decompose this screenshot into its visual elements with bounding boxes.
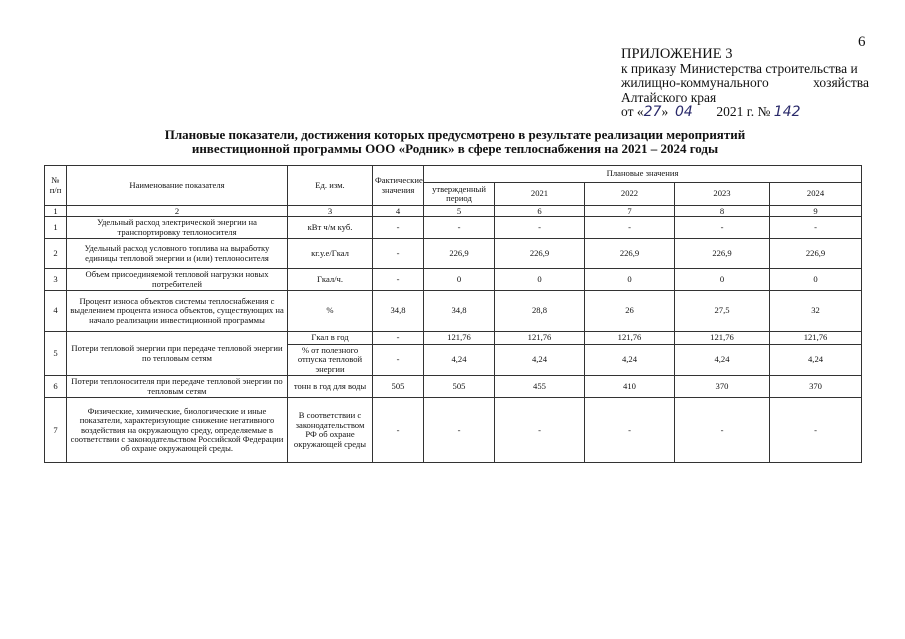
row-value-2021: 4,24 — [495, 345, 585, 376]
row-value-2021: 226,9 — [495, 239, 585, 269]
date-day-handwritten: 27 — [643, 104, 662, 120]
row-value-2022: 226,9 — [585, 239, 675, 269]
row-actual: - — [373, 332, 424, 345]
order-number-handwritten: 142 — [773, 104, 801, 120]
row-actual: - — [373, 269, 424, 291]
row-unit: тонн в год для воды — [288, 376, 373, 398]
page-number: 6 — [858, 34, 866, 50]
row-name: Удельный расход электрической энергии на транспортировку теплоносителя — [67, 217, 288, 239]
row-num: 5 — [45, 332, 67, 376]
table-row — [45, 217, 862, 239]
col-num-2: 2 — [67, 206, 288, 217]
col-num-7: 7 — [585, 206, 675, 217]
appendix-block — [621, 47, 869, 120]
row-name: Объем присоединяемой тепловой нагрузки новых потребителей — [67, 269, 288, 291]
row-value-2024: 370 — [770, 376, 862, 398]
row-num: 1 — [45, 217, 67, 239]
date-prefix: от « — [621, 104, 644, 119]
row-value-2024: - — [770, 217, 862, 239]
row-actual: - — [373, 398, 424, 463]
row-unit: кг.у.е/Гкал — [288, 239, 373, 269]
row-value-2022: 410 — [585, 376, 675, 398]
col-num-4: 4 — [373, 206, 424, 217]
table-row — [45, 398, 862, 463]
row-approved: 226,9 — [424, 239, 495, 269]
row-unit: Гкал в год — [288, 332, 373, 345]
col-num-8: 8 — [675, 206, 770, 217]
row-approved: 34,8 — [424, 291, 495, 332]
row-actual: - — [373, 217, 424, 239]
row-num: 7 — [45, 398, 67, 463]
col-num-5: 5 — [424, 206, 495, 217]
appendix-line-3 — [621, 76, 869, 91]
row-num: 6 — [45, 376, 67, 398]
appendix-line-2: к приказу Министерства строительства и — [621, 60, 858, 76]
header-actual: Фактические значения — [373, 166, 424, 206]
row-value-2022: 26 — [585, 291, 675, 332]
date-mid: » — [661, 104, 669, 119]
appendix-line-3-left: жилищно-коммунального — [621, 75, 769, 90]
row-value-2021: 455 — [495, 376, 585, 398]
row-name: Удельный расход условного топлива на выработку единицы тепловой энергии и (или) теплоносителя — [67, 239, 288, 269]
row-actual: 505 — [373, 376, 424, 398]
row-value-2023: 370 — [675, 376, 770, 398]
row-name: Потери тепловой энергии при передаче тепловой энергии по тепловым сетям — [67, 332, 288, 376]
row-value-2022: 121,76 — [585, 332, 675, 345]
row-value-2021: - — [495, 217, 585, 239]
row-value-2024: 32 — [770, 291, 862, 332]
row-value-2023: 121,76 — [675, 332, 770, 345]
row-value-2022: - — [585, 217, 675, 239]
table-row — [45, 239, 862, 269]
row-num: 4 — [45, 291, 67, 332]
appendix-date-line — [621, 105, 869, 120]
header-year-2021: 2021 — [495, 183, 585, 206]
row-approved: 4,24 — [424, 345, 495, 376]
row-unit: Гкал/ч. — [288, 269, 373, 291]
header-year-2023: 2023 — [675, 183, 770, 206]
indicators-table — [44, 165, 862, 463]
row-value-2023: - — [675, 398, 770, 463]
row-value-2023: - — [675, 217, 770, 239]
row-value-2023: 27,5 — [675, 291, 770, 332]
date-year: 2021 г. № — [716, 104, 771, 119]
col-num-1: 1 — [45, 206, 67, 217]
title-line-1: Плановые показатели, достижения которых предусмотрено в результате реализации мероприятий — [164, 127, 746, 142]
row-value-2022: - — [585, 398, 675, 463]
row-approved: 0 — [424, 269, 495, 291]
col-num-3: 3 — [288, 206, 373, 217]
table-row — [45, 269, 862, 291]
document-title — [120, 128, 790, 156]
row-value-2021: 121,76 — [495, 332, 585, 345]
row-value-2021: - — [495, 398, 585, 463]
column-numbers-row — [45, 206, 862, 217]
row-value-2022: 0 — [585, 269, 675, 291]
col-num-9: 9 — [770, 206, 862, 217]
row-value-2024: 0 — [770, 269, 862, 291]
row-name: Потери теплоносителя при передаче тепловой энергии по тепловым сетям — [67, 376, 288, 398]
header-year-2024: 2024 — [770, 183, 862, 206]
row-value-2021: 0 — [495, 269, 585, 291]
header-num: № п/п — [45, 166, 67, 206]
row-name: Физические, химические, биологические и иные показатели, характеризующие снижение негативного воздействия на окружающую среду, определяемые в соответствии с законодательством Российской Федерации об охране окружающей среды. — [67, 398, 288, 463]
row-value-2023: 4,24 — [675, 345, 770, 376]
header-approved: утвержденный период — [424, 183, 495, 206]
appendix-title: ПРИЛОЖЕНИЕ 3 — [621, 46, 733, 62]
table-row — [45, 291, 862, 332]
row-value-2024: 4,24 — [770, 345, 862, 376]
row-unit: % — [288, 291, 373, 332]
row-approved: - — [424, 398, 495, 463]
header-row-1 — [45, 166, 862, 183]
row-actual: - — [373, 345, 424, 376]
row-name: Процент износа объектов системы теплоснабжения с выделением процента износа объектов, существующих на начало реализации инвестиционной программы — [67, 291, 288, 332]
row-actual: 34,8 — [373, 291, 424, 332]
row-unit: В соответствии с законодательством РФ об охране окружающей среды — [288, 398, 373, 463]
row-value-2024: - — [770, 398, 862, 463]
row-unit: % от полезного отпуска тепловой энергии — [288, 345, 373, 376]
title-line-2: инвестиционной программы ООО «Родник» в сфере теплоснабжения на 2021 – 2024 годы — [191, 141, 719, 156]
row-unit: кВт ч/м куб. — [288, 217, 373, 239]
row-approved: 121,76 — [424, 332, 495, 345]
row-approved: 505 — [424, 376, 495, 398]
row-value-2024: 226,9 — [770, 239, 862, 269]
row-value-2021: 28,8 — [495, 291, 585, 332]
appendix-line-3-right: хозяйства — [813, 75, 869, 90]
header-name: Наименование показателя — [67, 166, 288, 206]
header-planned: Плановые значения — [424, 166, 862, 183]
row-num: 3 — [45, 269, 67, 291]
row-actual: - — [373, 239, 424, 269]
row-value-2023: 0 — [675, 269, 770, 291]
row-num: 2 — [45, 239, 67, 269]
col-num-6: 6 — [495, 206, 585, 217]
table-row — [45, 332, 862, 345]
row-value-2024: 121,76 — [770, 332, 862, 345]
date-month-handwritten: 04 — [674, 104, 693, 120]
appendix-line-4: Алтайского края — [621, 89, 717, 105]
row-value-2023: 226,9 — [675, 239, 770, 269]
header-unit: Ед. изм. — [288, 166, 373, 206]
table-row — [45, 376, 862, 398]
row-approved: - — [424, 217, 495, 239]
header-year-2022: 2022 — [585, 183, 675, 206]
row-value-2022: 4,24 — [585, 345, 675, 376]
